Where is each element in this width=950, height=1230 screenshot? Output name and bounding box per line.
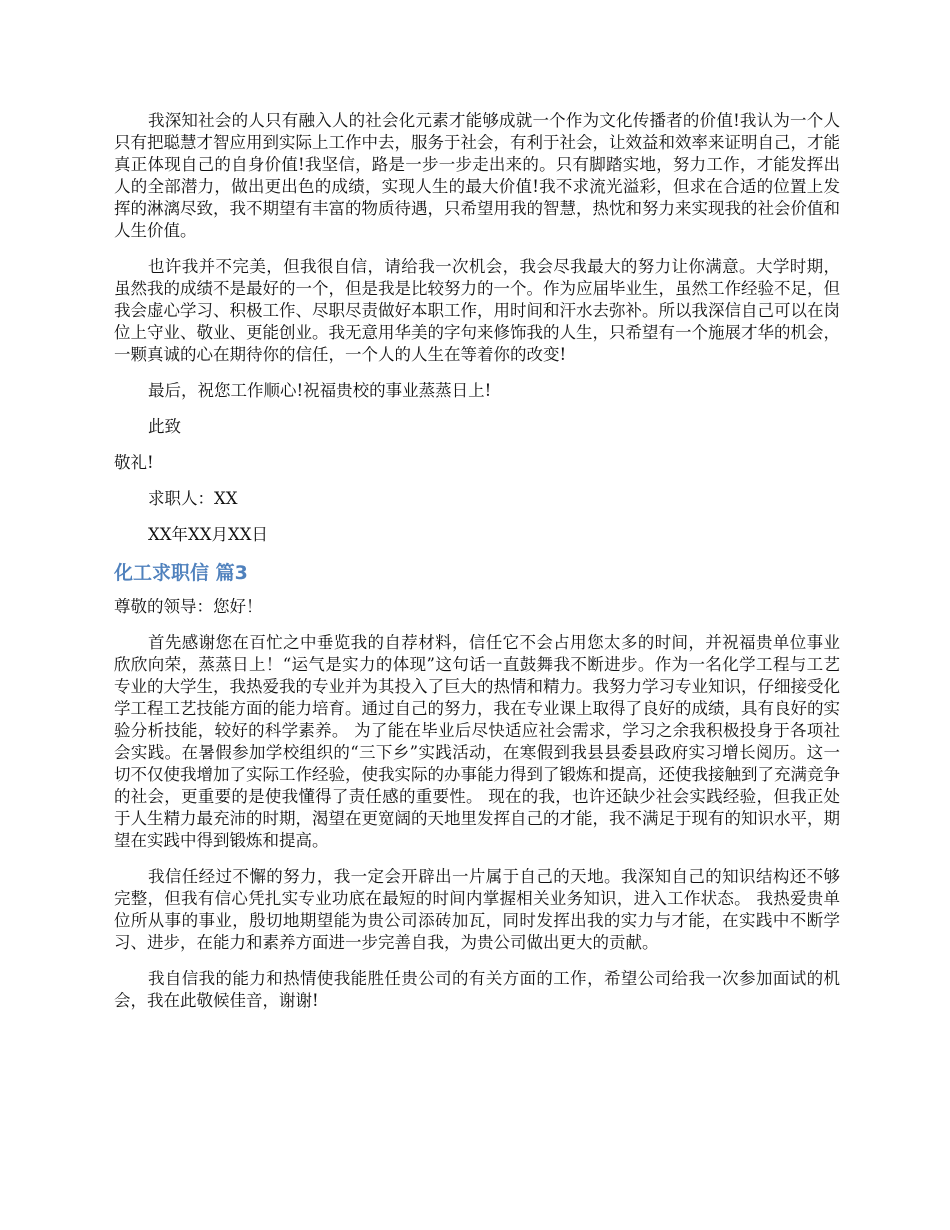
greeting-line: 尊敬的领导：您好！ bbox=[114, 597, 263, 616]
paragraph: 我深知社会的人只有融入人的社会化元素才能够成就一个作为文化传播者的价值!我认为一个人只有把聪慧才智应用到实际上工作中去，服务于社会，有利于社会，让效益和效率来证明自己，才能真正体现自己的自身价值!我坚信，路是一步一步走出来的。只有脚踏实地，努力工作，才能发挥出人的全部潜力，做出更出色的成绩，实现人生的最大价值!我不求流光溢彩，但求在合适的位置上发挥的淋漓尽致，我不期望有丰富的物质待遇，只希望用我的智慧，热忱和努力来实现我的社会价值和人生价值。 bbox=[114, 111, 840, 240]
document-page bbox=[114, 110, 840, 1026]
applicant-line: 求职人：XX bbox=[148, 489, 238, 508]
paragraph: 我信任经过不懈的努力，我一定会开辟出一片属于自己的天地。我深知自己的知识结构还不够完整，但我有信心凭扎实专业功底在最短的时间内掌握相关业务知识，进入工作状态。 我热爱贵单位所从事的事业，殷切地期望能为贵公司添砖加瓦，同时发挥出我的实力与才能，在实践中不断学习、进步，在能力和素养方面进一步完善自我，为贵公司做出更大的贡献。 bbox=[114, 867, 840, 952]
salute-line: 敬礼! bbox=[114, 453, 154, 472]
paragraph: 首先感谢您在百忙之中垂览我的自荐材料，信任它不会占用您太多的时间，并祝福贵单位事业欣欣向荣，蒸蒸日上！“运气是实力的体现”这句话一直鼓舞我不断进步。作为一名化学工程与工艺专业的大学生，我热爱我的专业并为其投入了巨大的热情和精力。我努力学习专业知识，仔细接受化学工程工艺技能方面的能力培育。通过自己的努力，我在专业课上取得了良好的成绩，具有良好的实验分析技能，较好的科学素养。 为了能在毕业后尽快适应社会需求，学习之余我积极投身于各项社会实践。在暑假参加学校组织的“三下乡”实践活动，在寒假到我县县委县政府实习增长阅历。这一切不仅使我增加了实际工作经验，使我实际的办事能力得到了锻炼和提高，还使我接触到了充满竞争的社会，更重要的是使我懂得了责任感的重要性。 现在的我，也许还缺少社会实践经验，但我正处于人生精力最充沛的时期，渴望在更宽阔的天地里发挥自己的才能，我不满足于现有的知识水平，期望在实践中得到锻炼和提高。 bbox=[114, 633, 840, 850]
paragraph: 我自信我的能力和热情使我能胜任贵公司的有关方面的工作，希望公司给我一次参加面试的机会，我在此敬候佳音，谢谢! bbox=[114, 969, 840, 1010]
closing-line: 此致 bbox=[148, 417, 181, 436]
paragraph: 最后，祝您工作顺心!祝福贵校的事业蒸蒸日上! bbox=[148, 381, 492, 400]
section-heading: 化工求职信 篇3 bbox=[114, 562, 248, 584]
paragraph: 也许我并不完美，但我很自信，请给我一次机会，我会尽我最大的努力让你满意。大学时期，虽然我的成绩不是最好的一个，但是我是比较努力的一个。作为应届毕业生，虽然工作经验不足，但我会虚心学习、积极工作、尽职尽责做好本职工作，用时间和汗水去弥补。所以我深信自己可以在岗位上守业、敬业、更能创业。我无意用华美的字句来修饰我的人生，只希望有一个施展才华的机会，一颗真诚的心在期待你的信任，一个人的人生在等着你的改变! bbox=[114, 257, 840, 364]
date-line: XX年XX月XX日 bbox=[148, 525, 268, 544]
